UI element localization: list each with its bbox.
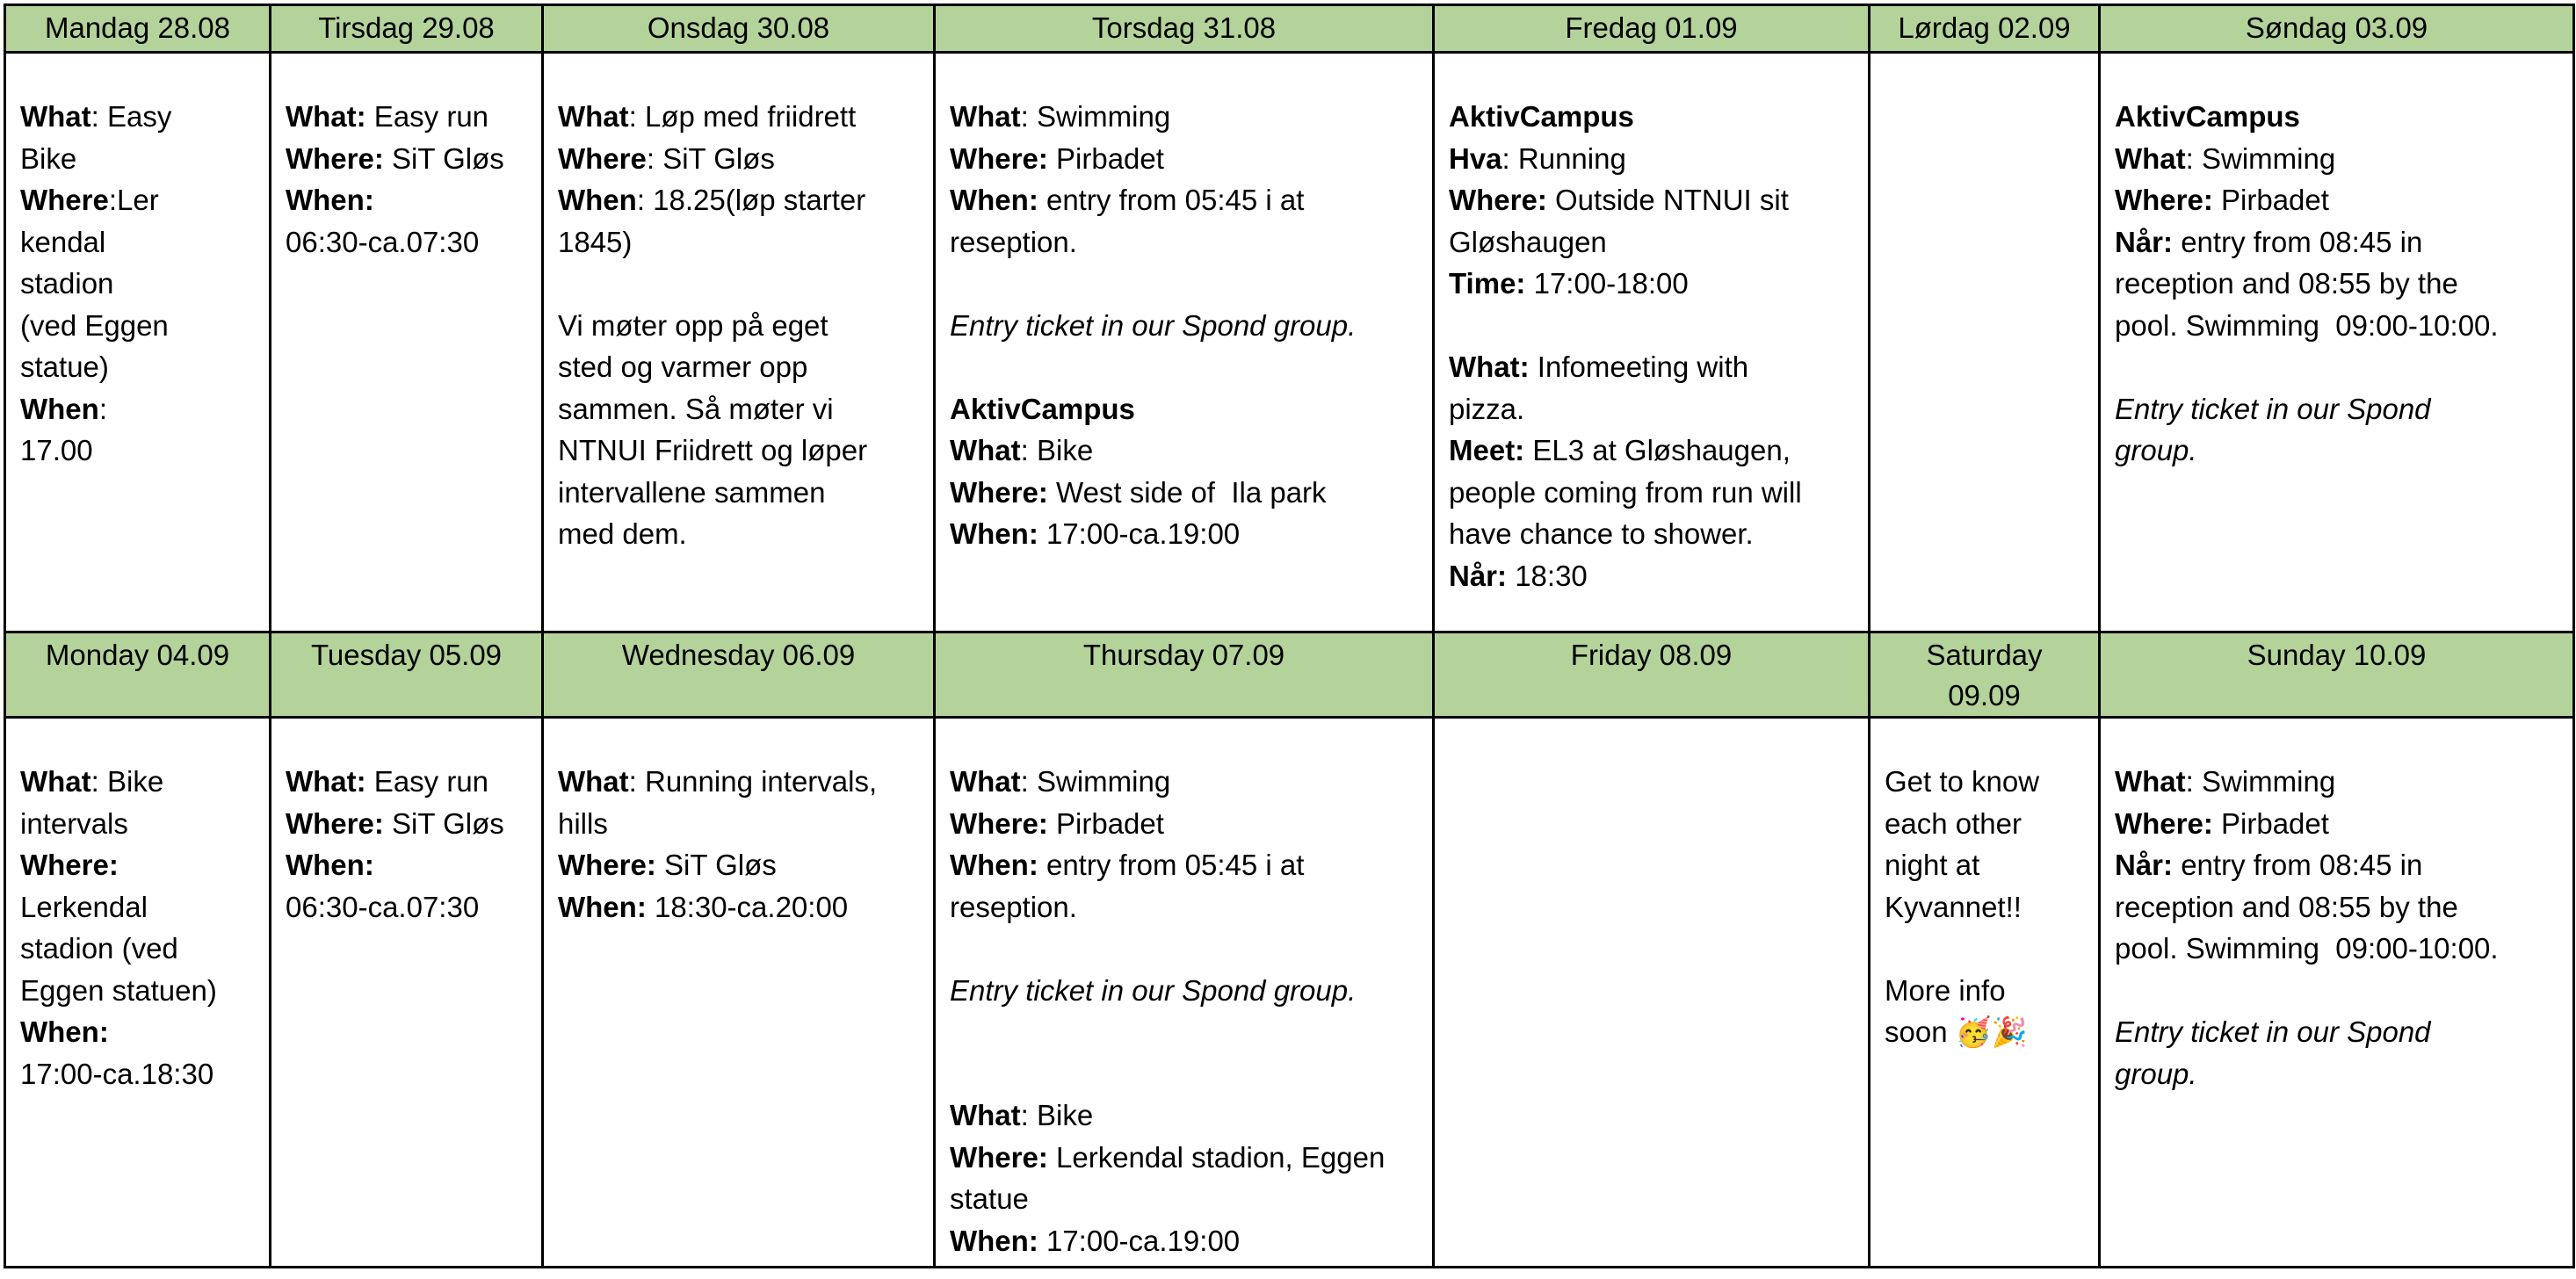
day-header: Tuesday 05.09 [271, 632, 543, 717]
field-label: What [20, 100, 91, 134]
field-value: entry from 08:45 in [2173, 225, 2423, 258]
cell-line [20, 970, 255, 1012]
field-value: 17:00-ca.18:30 [20, 1057, 214, 1090]
field-value: SiT Gløs [383, 141, 504, 175]
blank-line [2115, 346, 2558, 388]
field-value: (ved Eggen [20, 308, 169, 342]
blank-line [950, 1053, 1418, 1095]
blank-line [950, 263, 1418, 305]
cell-line [20, 305, 255, 347]
field-label: Where: [1449, 184, 1547, 217]
field-value: : Swimming [1020, 765, 1171, 798]
cell-line [1449, 138, 1854, 180]
italic-note: group. [2115, 1057, 2197, 1090]
field-value: : SiT Gløs [646, 141, 775, 175]
field-value: reseption. [950, 225, 1077, 258]
cell-line [286, 761, 527, 803]
cell-line [950, 761, 1418, 803]
field-label: When: [286, 184, 374, 217]
field-value: each other [1885, 806, 2022, 840]
day-cell [5, 718, 271, 1268]
field-value: statue [950, 1182, 1029, 1216]
day-cell [271, 53, 543, 632]
field-label: When: [558, 890, 647, 923]
field-label: Hva [1449, 141, 1502, 175]
field-value: Bike [20, 141, 77, 175]
blank-line [1449, 305, 1854, 347]
day-cell [543, 53, 935, 632]
field-value: night at [1885, 849, 1980, 882]
field-label: What [20, 765, 91, 798]
field-label: When: [950, 849, 1038, 882]
cell-line [558, 513, 919, 555]
field-label: Når: [2115, 849, 2174, 882]
field-value: stadion [20, 267, 114, 300]
field-label: AktivCampus [1449, 100, 1634, 134]
cell-line [2115, 263, 2558, 305]
cell-line [950, 970, 1418, 1012]
field-value: 06:30-ca.07:30 [286, 225, 480, 258]
field-value: reseption. [950, 890, 1077, 923]
field-value: : Swimming [2185, 765, 2336, 798]
cell-line [1449, 430, 1854, 472]
cell-line [286, 138, 527, 180]
cell-line [1449, 513, 1854, 555]
field-value: SiT Gløs [383, 806, 504, 840]
field-label: Where: [950, 141, 1048, 175]
field-label: When: [950, 1224, 1038, 1257]
week2-header-row [5, 632, 2574, 717]
field-label: Where: [2115, 806, 2213, 840]
field-value: EL3 at Gløshaugen, [1524, 434, 1791, 467]
cell-line [20, 1011, 255, 1053]
cell-line [1885, 1011, 2084, 1053]
field-label: When: [20, 1015, 109, 1049]
field-value: 1845) [558, 225, 633, 258]
field-value: : 18.25(løp starter [636, 184, 866, 217]
field-value: NTNUI Friidrett og løper [558, 434, 868, 467]
cell-line [1449, 472, 1854, 514]
cell-line [558, 388, 919, 430]
cell-line [2115, 928, 2558, 970]
cell-line [558, 761, 919, 803]
cell-line [950, 138, 1418, 180]
day-cell [5, 53, 271, 632]
cell-line [20, 886, 255, 929]
cell-line [1885, 970, 2084, 1012]
cell-line [2115, 886, 2558, 929]
field-value: stadion (ved [20, 932, 178, 965]
italic-note: Entry ticket in our Spond group. [950, 973, 1357, 1007]
day-cell [2100, 53, 2574, 632]
field-value: Easy run [365, 765, 489, 798]
cell-line [1449, 96, 1854, 138]
cell-line [1449, 221, 1854, 264]
cell-line [2115, 803, 2558, 845]
cell-line [286, 96, 527, 138]
day-header: Lørdag 02.09 [1870, 5, 2100, 53]
field-value: kendal [20, 225, 106, 258]
day-header: Thursday 07.09 [935, 632, 1434, 717]
field-label: Where: [2115, 184, 2213, 217]
cell-line [950, 1220, 1418, 1262]
field-value: intervallene sammen [558, 475, 826, 509]
field-label: Where: [950, 475, 1048, 509]
cell-line [1449, 555, 1854, 597]
field-value: reception and 08:55 by the [2115, 890, 2458, 923]
day-cell [1434, 53, 1870, 632]
field-label: When: [950, 184, 1038, 217]
cell-line [2115, 1053, 2558, 1095]
field-value: : Swimming [1020, 100, 1171, 134]
cell-line [558, 305, 919, 347]
cell-line [1449, 179, 1854, 221]
field-value: Pirbadet [1047, 806, 1164, 840]
blank-line [950, 1011, 1418, 1053]
field-value: : Swimming [2185, 141, 2336, 175]
italic-note: group. [2115, 434, 2197, 467]
week2-body-row [5, 718, 2574, 1268]
cell-line [20, 1053, 255, 1095]
day-cell [1870, 53, 2100, 632]
cell-line [286, 803, 527, 845]
cell-line [950, 1137, 1418, 1179]
field-label: What [950, 434, 1021, 467]
field-value: Infomeeting with [1529, 350, 1749, 384]
field-label: What [2115, 765, 2186, 798]
cell-line [558, 803, 919, 845]
field-label: AktivCampus [2115, 100, 2300, 134]
cell-line [558, 96, 919, 138]
field-value: : [98, 392, 107, 425]
cell-line [950, 844, 1418, 886]
day-header: Fredag 01.09 [1434, 5, 1870, 53]
cell-line [950, 430, 1418, 472]
cell-line [950, 221, 1418, 264]
field-value: entry from 05:45 i at [1038, 184, 1305, 217]
field-label: When [20, 392, 99, 425]
cell-line [20, 761, 255, 803]
day-header: Saturday 09.09 [1870, 632, 2100, 717]
field-value: med dem. [558, 517, 687, 551]
field-value: : Bike [90, 765, 164, 798]
cell-line [558, 886, 919, 929]
field-value: : Running intervals, [628, 765, 878, 798]
cell-line [950, 803, 1418, 845]
cell-line [286, 886, 527, 929]
blank-line [1885, 928, 2084, 970]
field-label: Where: [950, 1140, 1048, 1174]
field-label: Where: [950, 806, 1048, 840]
field-value: West side of Ila park [1047, 475, 1327, 509]
cell-line [2115, 305, 2558, 347]
cell-line [20, 430, 255, 472]
field-value: : Running [1501, 141, 1626, 175]
cell-line [558, 346, 919, 388]
field-label: What [558, 765, 629, 798]
day-cell [271, 718, 543, 1268]
field-label: Time: [1449, 267, 1526, 300]
week1-header-row [5, 5, 2574, 53]
field-label: Når: [1449, 559, 1508, 592]
field-value: reception and 08:55 by the [2115, 267, 2458, 300]
field-label: Når: [2115, 225, 2174, 258]
field-label: Meet: [1449, 434, 1525, 467]
field-value: More info [1885, 973, 2006, 1007]
cell-line [950, 96, 1418, 138]
field-label: What [950, 765, 1021, 798]
cell-line [950, 305, 1418, 347]
field-value: Pirbadet [1047, 141, 1164, 175]
day-header: Tirsdag 29.08 [271, 5, 543, 53]
training-schedule-table [4, 4, 2575, 1268]
field-label: Where: [286, 141, 384, 175]
cell-line [20, 179, 255, 221]
field-value: people coming from run will [1449, 475, 1802, 509]
field-label: What [2115, 141, 2186, 175]
cell-line [950, 472, 1418, 514]
cell-line [558, 430, 919, 472]
cell-line [950, 1178, 1418, 1220]
italic-note: Entry ticket in our Spond group. [950, 308, 1357, 342]
day-cell [543, 718, 935, 1268]
field-value: Lerkendal stadion, Eggen [1047, 1140, 1386, 1174]
field-value: Easy run [365, 100, 489, 134]
day-cell [2100, 718, 2574, 1268]
day-header: Mandag 28.08 [5, 5, 271, 53]
cell-line [558, 179, 919, 221]
field-label: AktivCampus [950, 392, 1135, 425]
field-label: What: [286, 765, 366, 798]
day-header: Torsdag 31.08 [935, 5, 1434, 53]
field-value: Lerkendal [20, 890, 148, 923]
cell-line [1449, 346, 1854, 388]
cell-line [2115, 221, 2558, 264]
day-header: Monday 04.09 [5, 632, 271, 717]
field-label: Where [558, 141, 647, 175]
cell-line [2115, 1011, 2558, 1053]
field-label: When: [286, 849, 374, 882]
week1-body-row [5, 53, 2574, 632]
cell-line [1885, 803, 2084, 845]
field-value: Vi møter opp på eget [558, 308, 829, 342]
field-label: What [558, 100, 629, 134]
day-header: Sunday 10.09 [2100, 632, 2574, 717]
cell-line [20, 844, 255, 886]
field-value: Pirbadet [2212, 184, 2329, 217]
day-cell [1870, 718, 2100, 1268]
field-value: sted og varmer opp [558, 350, 808, 384]
field-value: Gløshaugen [1449, 225, 1607, 258]
day-header: Friday 08.09 [1434, 632, 1870, 717]
field-value: Outside NTNUI sit [1546, 184, 1789, 217]
cell-line [950, 513, 1418, 555]
day-header: Onsdag 30.08 [543, 5, 935, 53]
cell-line [558, 844, 919, 886]
field-value: Pirbadet [2212, 806, 2329, 840]
field-value: pool. Swimming 09:00-10:00. [2115, 932, 2499, 965]
field-value: have chance to shower. [1449, 517, 1754, 551]
cell-line [950, 179, 1418, 221]
day-header: Søndag 03.09 [2100, 5, 2574, 53]
cell-line [20, 388, 255, 430]
field-value: : Bike [1020, 434, 1094, 467]
cell-line [286, 221, 527, 264]
field-value: 06:30-ca.07:30 [286, 890, 480, 923]
field-label: Where: [20, 849, 119, 882]
blank-line [950, 346, 1418, 388]
field-value: intervals [20, 806, 128, 840]
cell-line [558, 138, 919, 180]
cell-line [1885, 761, 2084, 803]
cell-line [20, 803, 255, 845]
cell-line [950, 1095, 1418, 1137]
field-value: Get to know [1885, 765, 2040, 798]
blank-line [2115, 970, 2558, 1012]
cell-line [2115, 179, 2558, 221]
field-value: : Bike [1020, 1099, 1094, 1132]
field-value: sammen. Så møter vi [558, 392, 834, 425]
cell-line [2115, 761, 2558, 803]
field-value: entry from 08:45 in [2173, 849, 2423, 882]
cell-line [1885, 886, 2084, 929]
field-value: soon 🥳🎉 [1885, 1015, 2028, 1049]
field-label: When: [950, 517, 1038, 551]
cell-line [20, 263, 255, 305]
italic-note: Entry ticket in our Spond [2115, 1015, 2431, 1049]
blank-line [950, 928, 1418, 970]
field-value: 18:30-ca.20:00 [646, 890, 849, 923]
field-value: : Easy [90, 100, 172, 134]
field-value: SiT Gløs [655, 849, 777, 882]
cell-line [286, 179, 527, 221]
cell-line [2115, 96, 2558, 138]
cell-line [20, 96, 255, 138]
cell-line [20, 346, 255, 388]
field-value: :Ler [108, 184, 159, 217]
field-value: Eggen statuen) [20, 973, 217, 1007]
italic-note: Entry ticket in our Spond [2115, 392, 2431, 425]
field-value: 17:00-ca.19:00 [1038, 517, 1241, 551]
day-cell [935, 718, 1434, 1268]
cell-line [286, 844, 527, 886]
cell-line [2115, 138, 2558, 180]
field-value: Kyvannet!! [1885, 890, 2022, 923]
field-label: What [950, 100, 1021, 134]
field-label: When [558, 184, 637, 217]
field-value: 18:30 [1507, 559, 1588, 592]
field-value: 17:00-ca.19:00 [1038, 1224, 1241, 1257]
field-value: pizza. [1449, 392, 1525, 425]
field-label: What: [1449, 350, 1530, 384]
cell-line [2115, 844, 2558, 886]
cell-line [2115, 388, 2558, 430]
cell-line [950, 388, 1418, 430]
cell-line [950, 886, 1418, 929]
field-value: statue) [20, 350, 109, 384]
field-value: hills [558, 806, 608, 840]
field-value: : Løp med friidrett [628, 100, 857, 134]
field-label: Where: [558, 849, 656, 882]
field-label: Where: [286, 806, 384, 840]
day-cell [935, 53, 1434, 632]
cell-line [1449, 263, 1854, 305]
field-value: entry from 05:45 i at [1038, 849, 1305, 882]
field-value: pool. Swimming 09:00-10:00. [2115, 308, 2499, 342]
cell-line [1885, 844, 2084, 886]
day-cell [1434, 718, 1870, 1268]
field-value: 17.00 [20, 434, 93, 467]
cell-line [20, 928, 255, 970]
blank-line [558, 263, 919, 305]
field-label: What: [286, 100, 366, 134]
field-label: Where [20, 184, 109, 217]
cell-line [1449, 388, 1854, 430]
cell-line [2115, 430, 2558, 472]
cell-line [20, 138, 255, 180]
field-label: What [950, 1099, 1021, 1132]
cell-line [20, 221, 255, 264]
cell-line [558, 221, 919, 264]
field-value: 17:00-18:00 [1525, 267, 1689, 300]
day-header: Wednesday 06.09 [543, 632, 935, 717]
cell-line [558, 472, 919, 514]
